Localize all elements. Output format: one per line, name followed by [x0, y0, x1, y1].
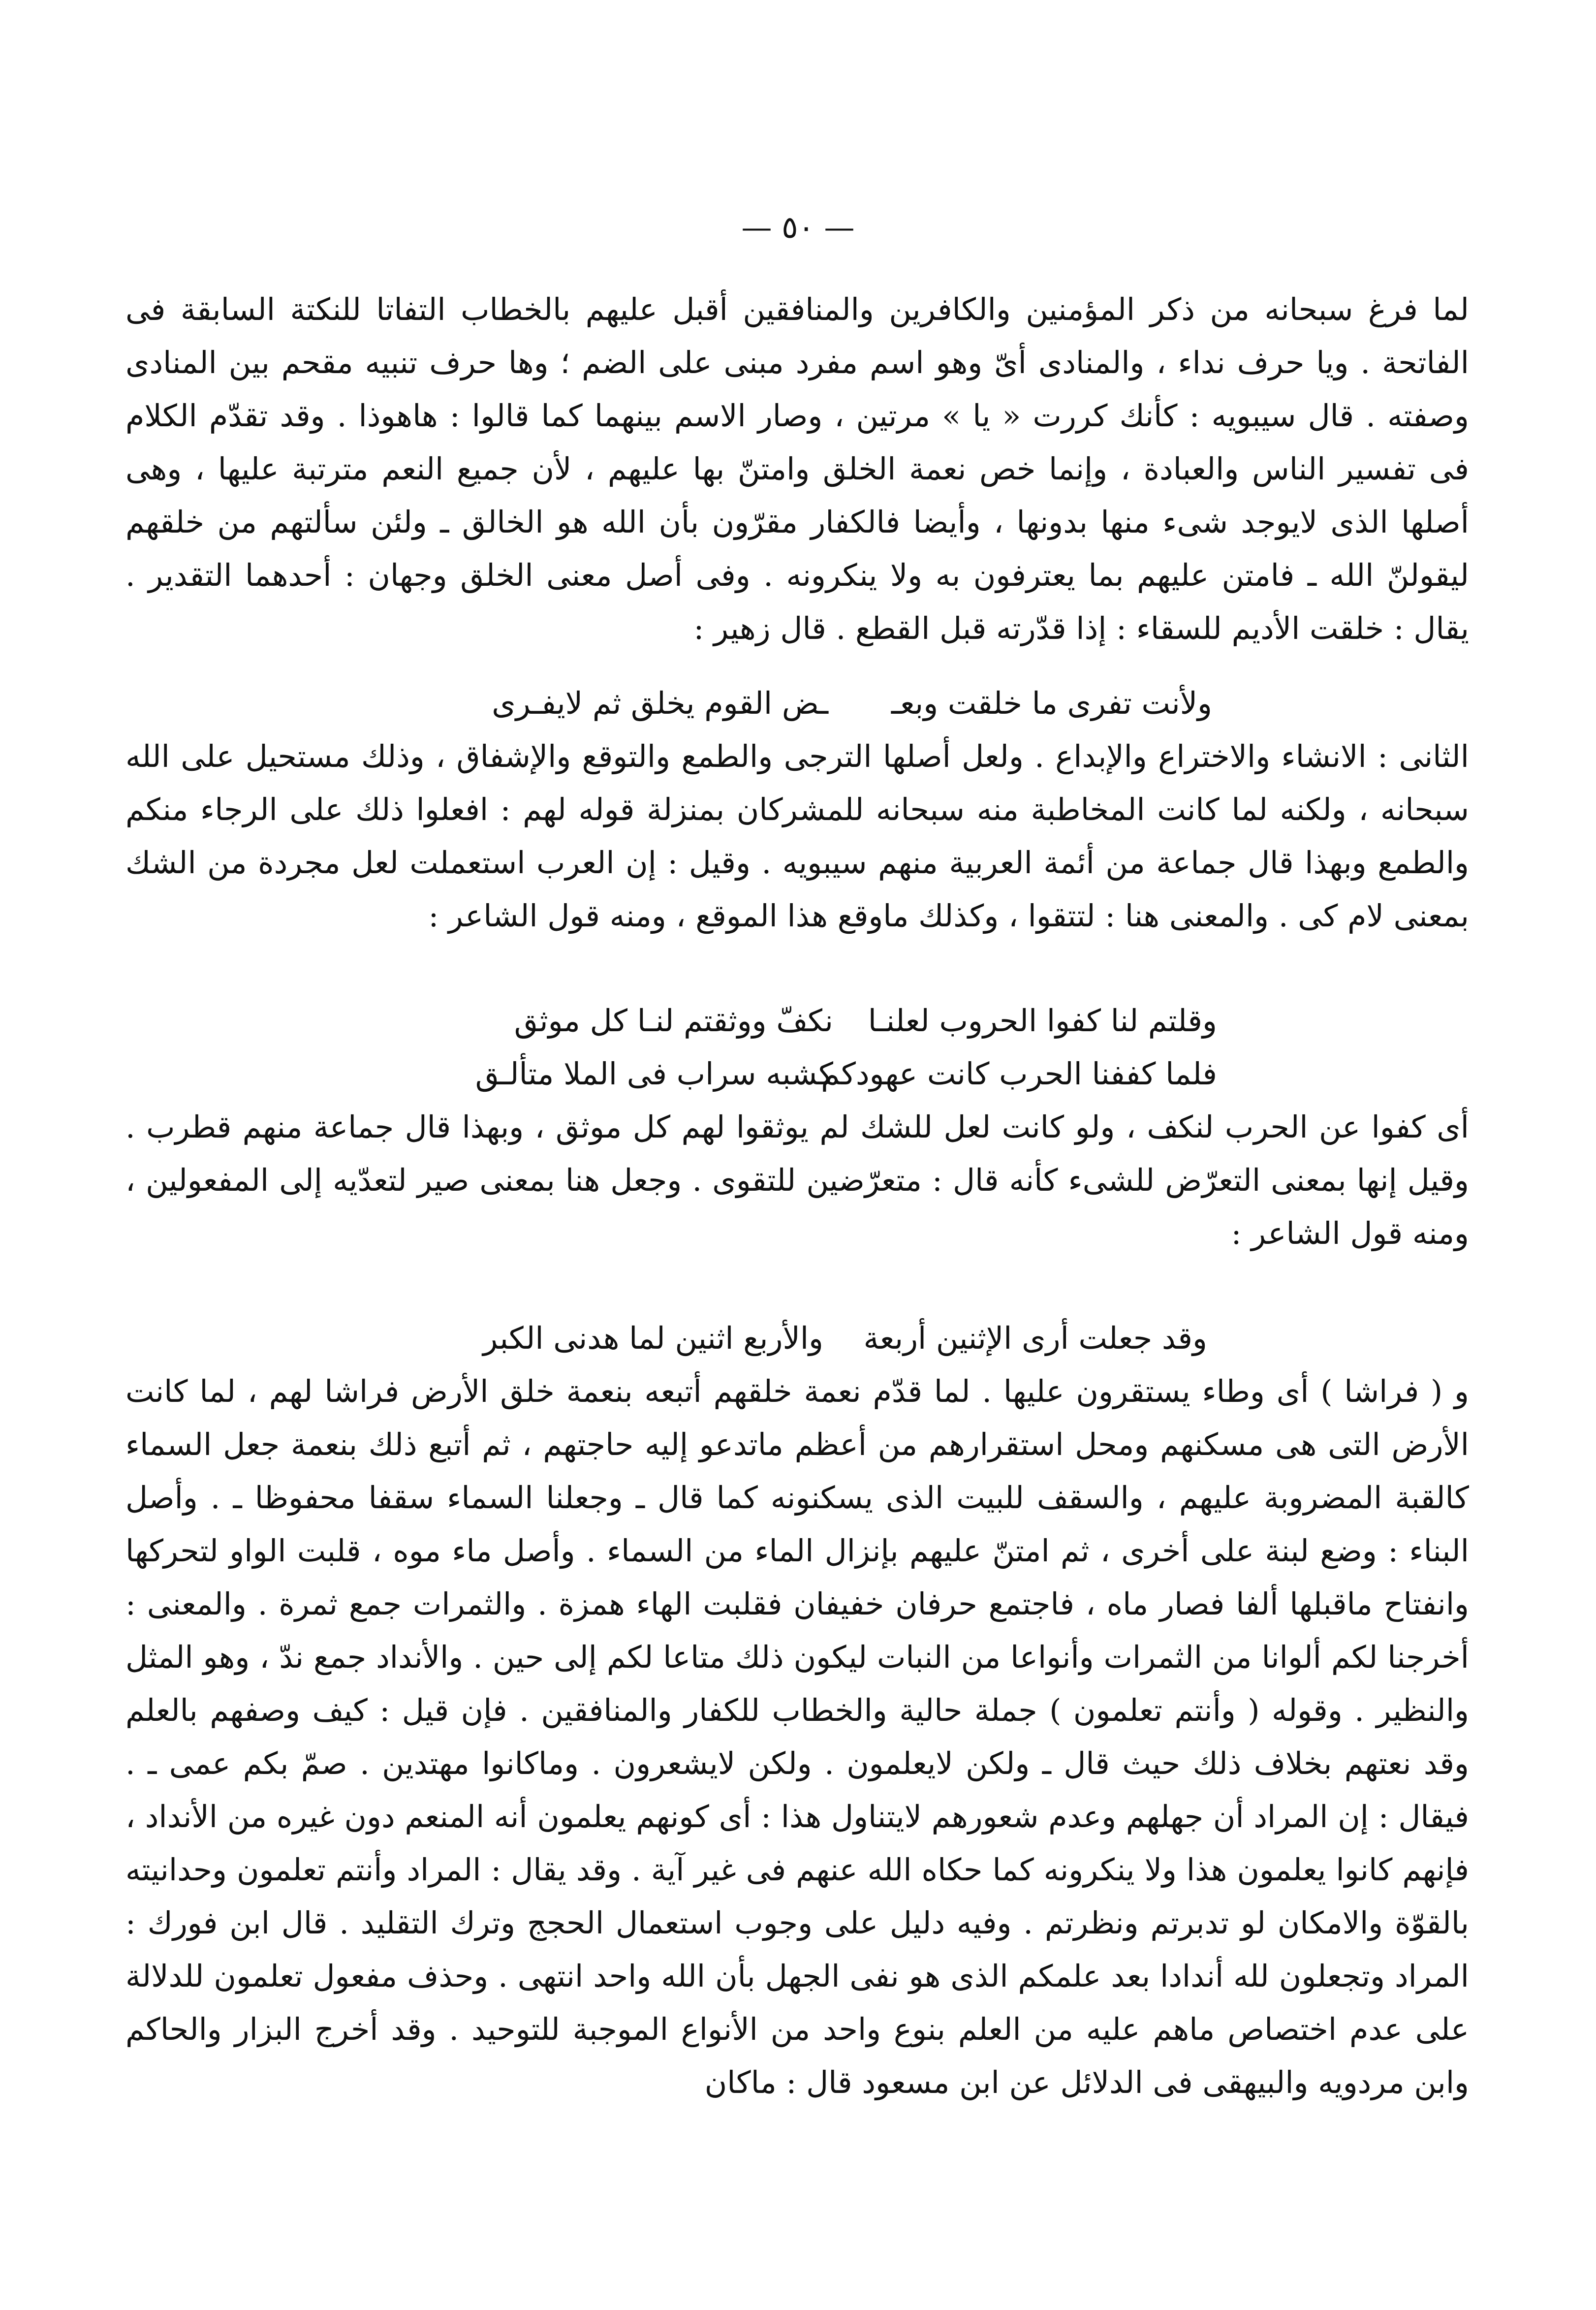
verse-zuhair [492, 677, 1212, 730]
verse-hemistich-first: فلما كففنا الحرب كانت عهودكم [821, 1056, 1217, 1092]
verse-poet-1 [514, 994, 1217, 1047]
verse-hemistich-first: ولأنت تفرى ما خلقت وبعـ [891, 685, 1212, 721]
paragraph-2: الثانى : الانشاء والاختراع والإبداع . ولعل أصلها الترجى والطمع والتوقع والإشفاق ، وذلك مستحيل على الله سبحانه ، ولكنه لما كانت المخاطبة منه سبحانه للمشركان بمنزلة قوله لهم : افعلوا ذلك على الرجاء منكم والطمع وبهذا قال جماعة من أئمة العربية منهم سيبويه . وقيل : إن العرب استعملت لعل مجردة من الشك بمعنى لام كى . والمعنى هنا : لتتقوا ، وكذلك ماوقع هذا الموقع ، ومنه قول الشاعر : [125, 738, 1469, 934]
verse-hemistich-second: كشبه سراب فى الملا متألـق [475, 1056, 833, 1092]
verse-hemistich-first: وقلتم لنا كفوا الحروب لعلنـا [868, 1003, 1217, 1039]
paragraph-3: أى كفوا عن الحرب لنكف ، ولو كانت لعل للشك لم يوثقوا لهم كل موثق ، وبهذا قال جماعة منهم قطرب . وقيل إنها بمعنى التعرّض للشىء كأنه قال : متعرّضين للتقوى . وجعل هنا بمعنى صير لتعدّيه إلى المفعولين ، ومنه قول الشاعر : [125, 1109, 1469, 1251]
verse-hemistich-second: والأربع اثنين لما هدنى الكبر [483, 1320, 823, 1356]
verse-hemistich-second: نكفّ ووثقتم لنـا كل موثق [514, 1003, 833, 1039]
paragraph-4: و ( فراشا ) أى وطاء يستقرون عليها . لما قدّم نعمة خلقهم أتبعه بنعمة خلق الأرض فراشا لهم ، لما كانت الأرض التى هى مسكنهم ومحل استقرارهم من أعظم ماتدعو إليه حاجتهم ، ثم أتبع ذلك بنعمة جعل السماء كالقبة المضروبة عليهم ، والسقف للبيت الذى يسكنونه كما قال ـ وجعلنا السماء سقفا محفوظا ـ . وأصل البناء : وضع لبنة على أخرى ، ثم امتنّ عليهم بإنزال الماء من السماء . وأصل ماء موه ، قلبت الواو لتحركها وانفتاح ماقبلها ألفا فصار ماه ، فاجتمع حرفان خفيفان فقلبت الهاء همزة . والثمرات جمع ثمرة . والمعنى : أخرجنا لكم ألوانا من الثمرات وأنواعا من النبات ليكون ذلك متاعا لكم إلى حين . والأنداد جمع ندّ ، وهو المثل والنظير . وقوله ( وأنتم تعلمون ) جملة حالية والخطاب للكفار والمنافقين . فإن قيل : كيف وصفهم بالعلم وقد نعتهم بخلاف ذلك حيث قال ـ ولكن لايعلمون . ولكن لايشعرون . وماكانوا مهتدين . صمّ بكم عمى ـ . فيقال : إن المراد أن جهلهم وعدم شعورهم لايتناول هذا : أى كونهم يعلمون أنه المنعم دون غيره من الأنداد ، فإنهم كانوا يعلمون هذا ولا ينكرونه كما حكاه الله عنهم فى غير آية . وقد يقال : المراد وأنتم تعلمون وحدانيته بالقوّة والامكان لو تدبرتم ونظرتم . وفيه دليل على وجوب استعمال الحجج وترك التقليد . قال ابن فورك : المراد وتجعلون لله أندادا بعد علمكم الذى هو نفى الجهل بأن الله واحد انتهى . وحذف مفعول تعلمون للدلالة على عدم اختصاص ماهم عليه من العلم بنوع واحد من الأنواع الموجبة للتوحيد . وقد أخرج البزار والحاكم وابن مردويه والبيهقى فى الدلائل عن ابن مسعود قال : ماكان [125, 1373, 1469, 2100]
verse-hemistich-second: ـض القوم يخلق ثم لايفـرى [492, 685, 828, 721]
verse-poet-2 [475, 1047, 1217, 1101]
paragraph-1: لما فرغ سبحانه من ذكر المؤمنين والكافرين والمنافقين أقبل عليهم بالخطاب التفاتا للنكتة السابقة فى الفاتحة . ويا حرف نداء ، والمنادى أىّ وهو اسم مفرد مبنى على الضم ؛ وها حرف تنبيه مقحم بين المنادى وصفته . قال سيبويه : كأنك كررت « يا » مرتين ، وصار الاسم بينهما كما قالوا : هاهوذا . وقد تقدّم الكلام فى تفسير الناس والعبادة ، وإنما خص نعمة الخلق وامتنّ بها عليهم ، لأن جميع النعم مترتبة عليها ، وهى أصلها الذى لايوجد شىء منها بدونها ، وأيضا فالكفار مقرّون بأن الله هو الخالق ـ ولئن سألتهم من خلقهم ليقولنّ الله ـ فامتن عليهم بما يعترفون به ولا ينكرونه . وفى أصل معنى الخلق وجهان : أحدهما التقدير . يقال : خلقت الأديم للسقاء : إذا قدّرته قبل القطع . قال زهير : [125, 291, 1469, 646]
page-number: — ٥٠ — [741, 209, 855, 245]
verse-poet-3 [483, 1312, 1207, 1365]
verse-hemistich-first: وقد جعلت أرى الإثنين أربعة [863, 1320, 1207, 1356]
